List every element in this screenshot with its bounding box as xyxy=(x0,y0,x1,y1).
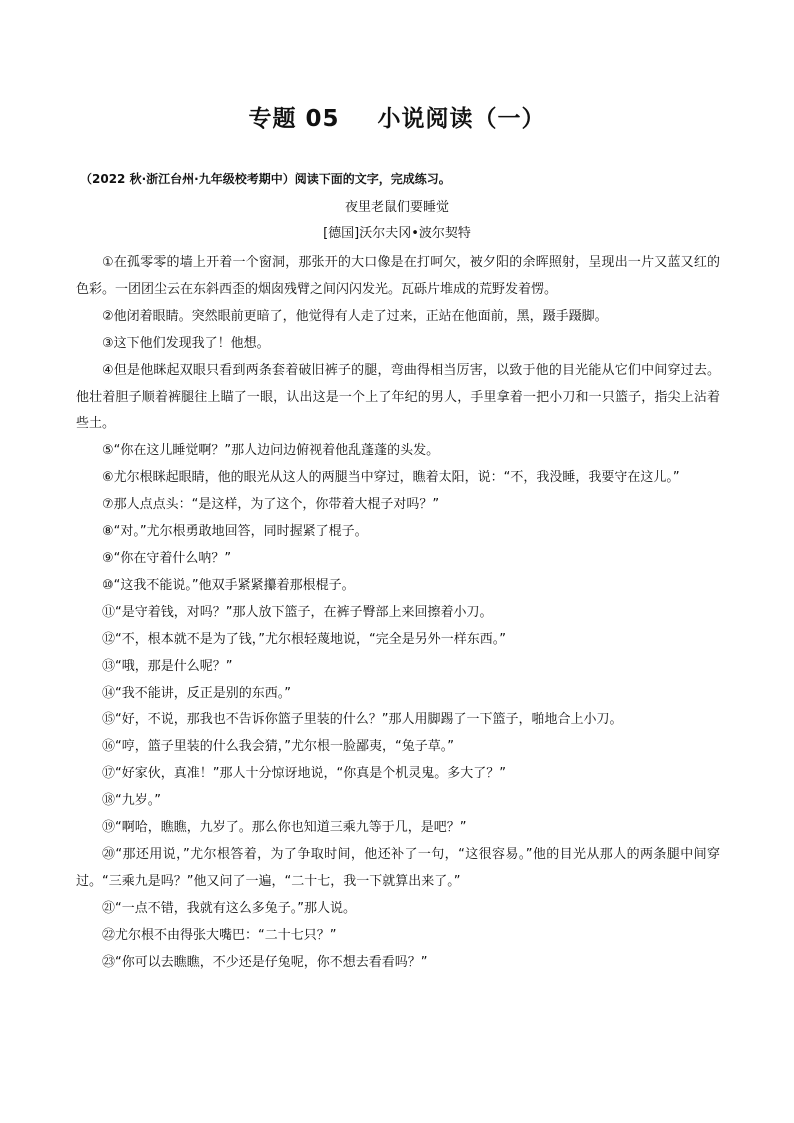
paragraph: ⑩“这我不能说。”他双手紧紧攥着那根棍子。 xyxy=(102,577,355,593)
paragraph: ⑰“好家伙，真准！”那人十分惊讶地说，“你真是个机灵鬼。多大了？” xyxy=(102,766,506,782)
paragraph: ㉓“你可以去瞧瞧，不少还是仔兔呢，你不想去看看吗？” xyxy=(102,954,428,970)
paragraph: ⑬“哦，那是什么呢？” xyxy=(102,658,233,674)
story-author: [德国]沃尔夫冈•波尔契特 xyxy=(323,226,471,241)
title-number: 专题 05 xyxy=(248,106,340,132)
paragraph: ⑪“是守着钱，对吗？”那人放下篮子，在裤子臀部上来回擦着小刀。 xyxy=(102,604,493,620)
paragraph: ⑦那人点点头：“是这样，为了这个，你带着大棍子对吗？” xyxy=(102,497,440,513)
page-title xyxy=(0,100,794,133)
paragraph: ㉒尤尔根不由得张大嘴巴：“二十七只？” xyxy=(102,927,337,943)
paragraph: ⑤“你在这儿睡觉啊？”那人边问边俯视着他乱蓬蓬的头发。 xyxy=(102,443,440,459)
paragraph: ⑲“啊哈，瞧瞧，九岁了。那么你也知道三乘九等于几，是吧？” xyxy=(102,820,467,836)
paragraph: ⑥尤尔根眯起眼睛，他的眼光从这人的两腿当中穿过，瞧着太阳，说：“不，我没睡，我要守在这儿。” xyxy=(102,470,680,486)
paragraph: ③这下他们发现我了！他想。 xyxy=(102,335,270,351)
paragraph: ⑯“哼，篮子里装的什么我会猜，”尤尔根一脸鄙夷，“兔子草。” xyxy=(102,739,454,755)
paragraph: ②他闭着眼睛。突然眼前更暗了，他觉得有人走了过来，正站在他面前，黑，蹑手蹑脚。 xyxy=(102,308,608,324)
paragraph: ⑫“不，根本就不是为了钱，”尤尔根轻蔑地说，“完全是另外一样东西。” xyxy=(102,631,506,647)
paragraph: ⑭“我不能讲，反正是别的东西。” xyxy=(102,685,291,701)
paragraph: ①在孤零零的墙上开着一个窗洞，那张开的大口像是在打呵欠，被夕阳的余晖照射，呈现出一片又蓝又红的色彩。一团团尘云在东斜西歪的烟囱残臂之间闪闪发光。瓦砾片堆成的荒野发着愣。 xyxy=(76,255,720,297)
paragraph: ⑧“对。”尤尔根勇敢地回答，同时握紧了棍子。 xyxy=(102,524,368,540)
paragraph: ⑳“那还用说，”尤尔根答着，为了争取时间，他还补了一句，“这很容易。”他的目光从那人的两条腿中间穿过。“三乘九是吗？”他又问了一遍，“二十七，我一下就算出来了。” xyxy=(76,846,720,889)
paragraph: ⑮“好，不说，那我也不告诉你篮子里装的什么？”那人用脚踢了一下篮子，啪地合上小刀。 xyxy=(102,712,623,728)
paragraph: ㉑“一点不错，我就有这么多兔子。”那人说。 xyxy=(102,900,356,916)
story-body xyxy=(76,250,720,976)
paragraph: ⑱“九岁。” xyxy=(102,793,161,809)
paragraph: ④但是他眯起双眼只看到两条套着破旧裤子的腿，弯曲得相当厉害，以致于他的目光能从它们中间穿过去。他壮着胆子顺着裤腿往上瞄了一眼，认出这是一个上了年纪的男人，手里拿着一把小刀和一只篮子，指尖上沾着些土。 xyxy=(76,362,720,432)
paragraph: ⑨“你在守着什么呐？” xyxy=(102,550,232,566)
title-text: 小说阅读（一） xyxy=(377,106,546,132)
source-line: （2022 秋·浙江台州·九年级校考期中）阅读下面的文字，完成练习。 xyxy=(80,172,451,186)
story-title: 夜里老鼠们要睡觉 xyxy=(344,200,449,215)
